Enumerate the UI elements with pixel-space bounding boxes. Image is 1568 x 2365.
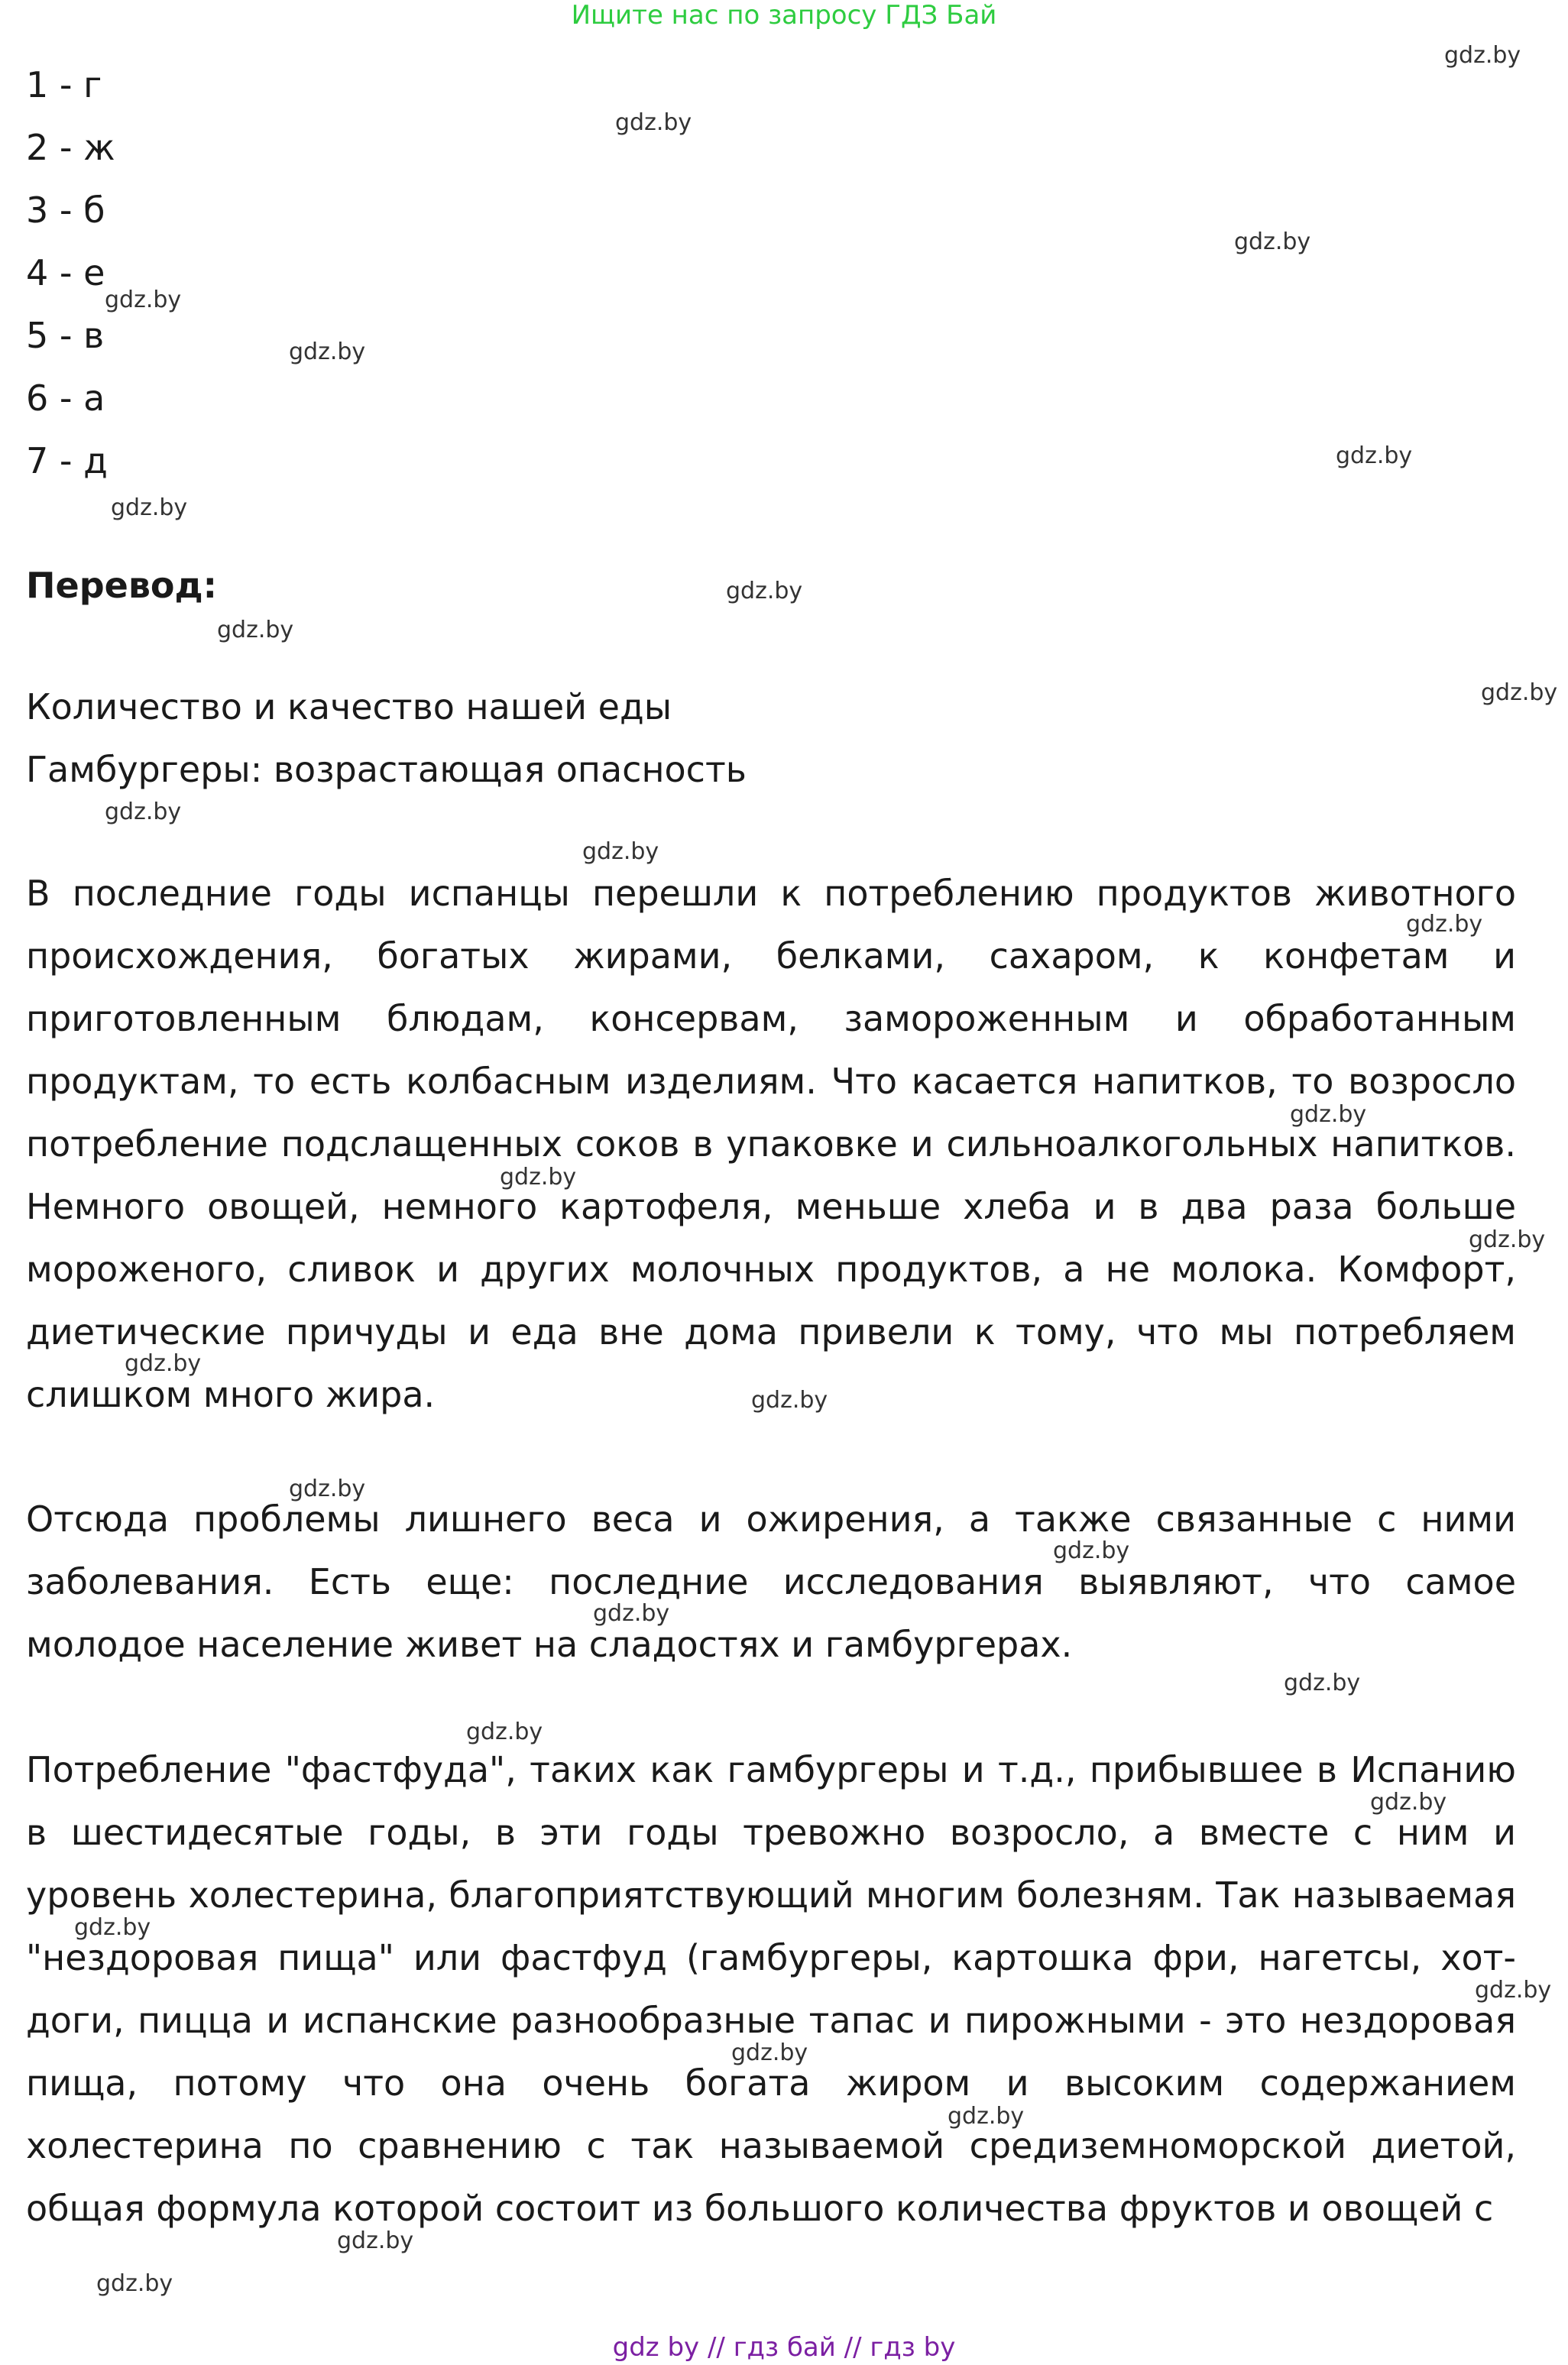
watermark: gdz.by	[1284, 1670, 1361, 1696]
answer-item: 1 - г	[26, 64, 102, 105]
watermark: gdz.by	[726, 578, 803, 604]
article-title: Количество и качество нашей еды	[26, 686, 672, 727]
watermark: gdz.by	[1481, 679, 1558, 706]
watermark: gdz.by	[1053, 1537, 1130, 1564]
watermark: gdz.by	[125, 1350, 202, 1377]
article-titles	[26, 675, 747, 801]
watermark: gdz.by	[1444, 42, 1521, 69]
watermark: gdz.by	[105, 799, 182, 825]
watermark: gdz.by	[1290, 1101, 1367, 1128]
watermark: gdz.by	[500, 1164, 577, 1191]
paragraph-2: Отсюда проблемы лишнего веса и ожирения, а также связанные с ними заболевания. Есть еще: последние исследования выявляют, что самое молодое население живет на сладостях и гамбургерах.	[26, 1498, 1516, 1665]
watermark: gdz.by	[105, 287, 182, 313]
watermark: gdz.by	[751, 1387, 828, 1414]
answer-item: 2 - ж	[26, 127, 115, 168]
watermark: gdz.by	[948, 2103, 1025, 2130]
paragraph-3: Потребление "фастфуда", таких как гамбургеры и т.д., прибывшее в Испанию в шестидесятые годы, в эти годы тревожно возросло, а вместе с ним и уровень холестерина, благоприятствующий многим болезням. Так называемая "нездоровая пища" или фастфуд (гамбургеры, картошка фри, нагетсы, хот-доги, пицца и испанские разнообразные тапас и пирожными - это нездоровая пища, потому что она очень богата жиром и высоким содержанием холестерина по сравнению с так называемой средиземноморской диетой, общая формула которой состоит из большого количества фруктов и овощей с	[26, 1749, 1516, 2229]
watermark: gdz.by	[731, 2039, 808, 2066]
answer-item: 4 - е	[26, 252, 105, 293]
watermark: gdz.by	[1234, 228, 1311, 255]
paragraph-1: В последние годы испанцы перешли к потреблению продуктов животного происхождения, богатых жирами, белками, сахаром, к конфетам и приготовленным блюдам, консервам, замороженным и обработанным продуктам, то есть колбасным изделиям. Что касается напитков, то возросло потребление подслащенных соков в упаковке и сильноалкогольных напитков. Немного овощей, немного картофеля, меньше хлеба и в два раза больше мороженого, сливок и других молочных продуктов, а не молока. Комфорт, диетические причуды и еда вне дома привели к тому, что мы потребляем слишком много жира.	[26, 873, 1516, 1415]
watermark: gdz.by	[289, 1476, 366, 1502]
watermark: gdz.by	[466, 1719, 543, 1745]
watermark: gdz.by	[337, 2227, 414, 2254]
watermark: gdz.by	[1406, 911, 1483, 938]
watermark: gdz.by	[1469, 1226, 1546, 1253]
watermark: gdz.by	[289, 339, 366, 365]
watermark: gdz.by	[582, 838, 659, 865]
watermark: gdz.by	[593, 1600, 670, 1627]
answer-list	[26, 53, 115, 492]
article-subtitle: Гамбургеры: возрастающая опасность	[26, 749, 747, 790]
answer-item: 6 - а	[26, 377, 105, 419]
answer-item: 7 - д	[26, 440, 108, 481]
watermark: gdz.by	[74, 1914, 151, 1941]
watermark: gdz.by	[1370, 1789, 1447, 1816]
watermark: gdz.by	[217, 617, 294, 643]
footer-links: gdz by // гдз бай // гдз by	[612, 2332, 956, 2363]
top-banner: Ищите нас по запросу ГДЗ Бай	[571, 0, 997, 31]
watermark: gdz.by	[111, 494, 188, 521]
answer-item: 3 - б	[26, 190, 105, 231]
watermark: gdz.by	[1336, 442, 1413, 469]
answer-item: 5 - в	[26, 315, 105, 356]
translation-heading: Перевод:	[26, 565, 218, 606]
watermark: gdz.by	[96, 2270, 173, 2297]
watermark: gdz.by	[615, 109, 692, 136]
watermark: gdz.by	[1475, 1977, 1552, 2004]
